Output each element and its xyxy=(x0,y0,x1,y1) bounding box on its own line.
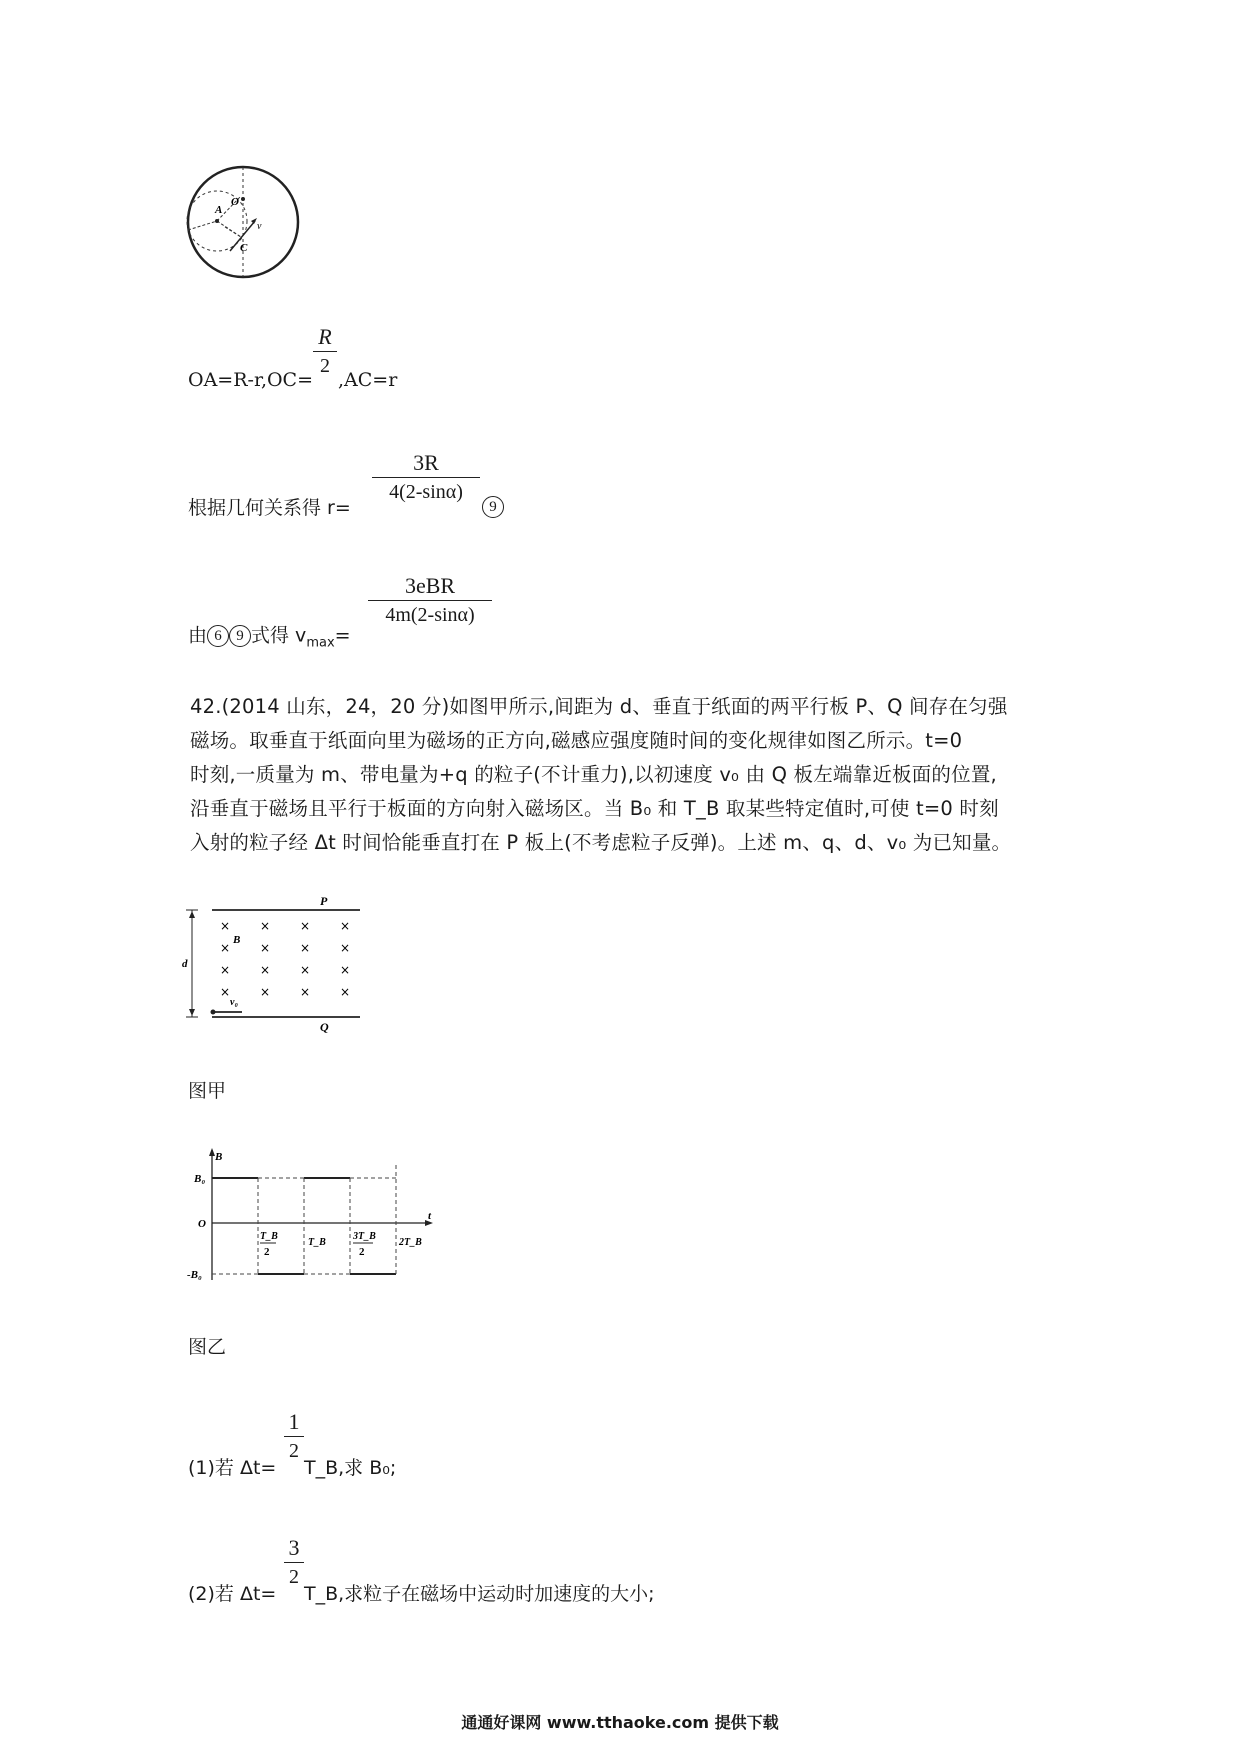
field-cross-0-3: × xyxy=(340,919,351,933)
figure-jia xyxy=(180,890,370,1040)
q2-den: 2 xyxy=(289,1566,299,1588)
axis-label-t: t xyxy=(428,1210,432,1222)
eq1-suffix: ,AC=r xyxy=(338,369,398,391)
caption-jia: 图甲 xyxy=(188,1080,227,1102)
eq1-num: R xyxy=(318,324,332,349)
label-C: C xyxy=(240,242,248,254)
label-origin: O xyxy=(198,1218,206,1230)
field-cross-1-1: × xyxy=(260,941,271,955)
tick-label-TB-half: T_B xyxy=(260,1231,278,1242)
problem-line-4: 沿垂直于磁场且平行于板面的方向射入磁场区。当 B₀ 和 T_B 取某些特定值时,可使 t=0 时刻 xyxy=(190,797,999,820)
eq3-circled-6: 6 xyxy=(207,625,229,647)
field-cross-3-3: × xyxy=(340,985,351,999)
eq2-den: 4(2-sinα) xyxy=(389,481,463,503)
field-cross-3-1: × xyxy=(260,985,271,999)
field-cross-3-0: × xyxy=(220,985,231,999)
field-cross-0-2: × xyxy=(300,919,311,933)
fraction-bar xyxy=(313,351,337,352)
axis-label-B: B xyxy=(215,1151,223,1163)
q1-prefix: (1)若 Δt= xyxy=(188,1457,277,1479)
field-cross-1-2: × xyxy=(300,941,311,955)
figure-yi xyxy=(180,1145,440,1290)
label-v0: v₀ xyxy=(230,997,238,1008)
fraction-bar xyxy=(284,1562,304,1563)
q1-fraction xyxy=(284,1410,304,1463)
field-cross-0-1: × xyxy=(260,919,271,933)
page-footer: 通通好课网 www.tthaoke.com 提供下载 xyxy=(461,1713,779,1732)
field-cross-1-3: × xyxy=(340,941,351,955)
label-B: B xyxy=(233,934,241,946)
label-O: O xyxy=(231,196,239,208)
eq2-circled: 9 xyxy=(482,496,504,518)
field-cross-2-0: × xyxy=(220,963,231,977)
eq1 xyxy=(188,371,313,390)
fraction-bar xyxy=(372,477,480,478)
tick-label-3TB-half: 3T_B xyxy=(353,1231,376,1242)
q1-num: 1 xyxy=(288,1409,300,1434)
circle-figure xyxy=(185,165,305,280)
field-cross-1-0: × xyxy=(220,941,231,955)
field-cross-3-2: × xyxy=(300,985,311,999)
eq2-num: 3R xyxy=(413,450,439,475)
problem-line-3: 时刻,一质量为 m、带电量为+q 的粒子(不计重力),以初速度 v₀ 由 Q 板左端靠近板面的位置, xyxy=(190,763,997,786)
eq3-num: 3eBR xyxy=(404,573,456,598)
caption-yi: 图乙 xyxy=(188,1336,227,1358)
q2-prefix: (2)若 Δt= xyxy=(188,1583,277,1605)
problem-line-1: 42.(2014 山东，24，20 分)如图甲所示,间距为 d、垂直于纸面的两平行板 P、Q 间存在匀强 xyxy=(190,695,1008,718)
problem-text xyxy=(190,690,1070,860)
tick-label-3TB-half-den: 2 xyxy=(359,1246,365,1258)
problem-line-5: 入射的粒子经 Δt 时间恰能垂直打在 P 板上(不考虑粒子反弹)。上述 m、q、d、v₀ 为已知量。 xyxy=(190,831,1012,854)
label-A: A xyxy=(215,204,223,216)
label-P: P xyxy=(320,894,328,908)
q2-suffix: T_B,求粒子在磁场中运动时加速度的大小; xyxy=(304,1583,655,1605)
eq3-circled-9: 9 xyxy=(229,625,251,647)
label-negB0: -B₀ xyxy=(187,1269,202,1281)
tick-label-TB-half-den: 2 xyxy=(264,1246,270,1258)
q2-fraction xyxy=(284,1536,304,1589)
eq2-fraction xyxy=(372,451,480,504)
eq1-den: 2 xyxy=(320,355,330,377)
fraction-bar xyxy=(284,1436,304,1437)
problem-line-2: 磁场。取垂直于纸面向里为磁场的正方向,磁感应强度随时间的变化规律如图乙所示。t=0 xyxy=(190,729,963,752)
tick-label-TB: T_B xyxy=(308,1237,326,1248)
tick-label-2TB: 2T_B xyxy=(399,1237,422,1248)
eq1-fraction xyxy=(313,325,337,378)
eq3-fraction xyxy=(368,574,492,627)
field-cross-2-1: × xyxy=(260,963,271,977)
q2-num: 3 xyxy=(288,1535,300,1560)
q1-suffix: T_B,求 B₀; xyxy=(304,1457,397,1479)
eq3-den: 4m(2-sinα) xyxy=(385,604,475,626)
field-cross-2-2: × xyxy=(300,963,311,977)
label-B0: B₀ xyxy=(194,1173,206,1185)
label-d: d xyxy=(182,958,188,970)
eq2-prefix: 根据几何关系得 r= xyxy=(188,497,351,519)
field-cross-2-3: × xyxy=(340,963,351,977)
magnetic-field-crosses xyxy=(220,919,350,999)
fraction-bar xyxy=(368,600,492,601)
label-Q: Q xyxy=(320,1020,329,1034)
eq1-prefix: OA=R-r,OC= xyxy=(188,369,314,391)
field-cross-0-0: × xyxy=(220,919,231,933)
eq3: 由 6 9 式得 $v_{max}=$ xyxy=(188,624,351,651)
label-v: v xyxy=(257,221,262,232)
q1-den: 2 xyxy=(289,1440,299,1462)
